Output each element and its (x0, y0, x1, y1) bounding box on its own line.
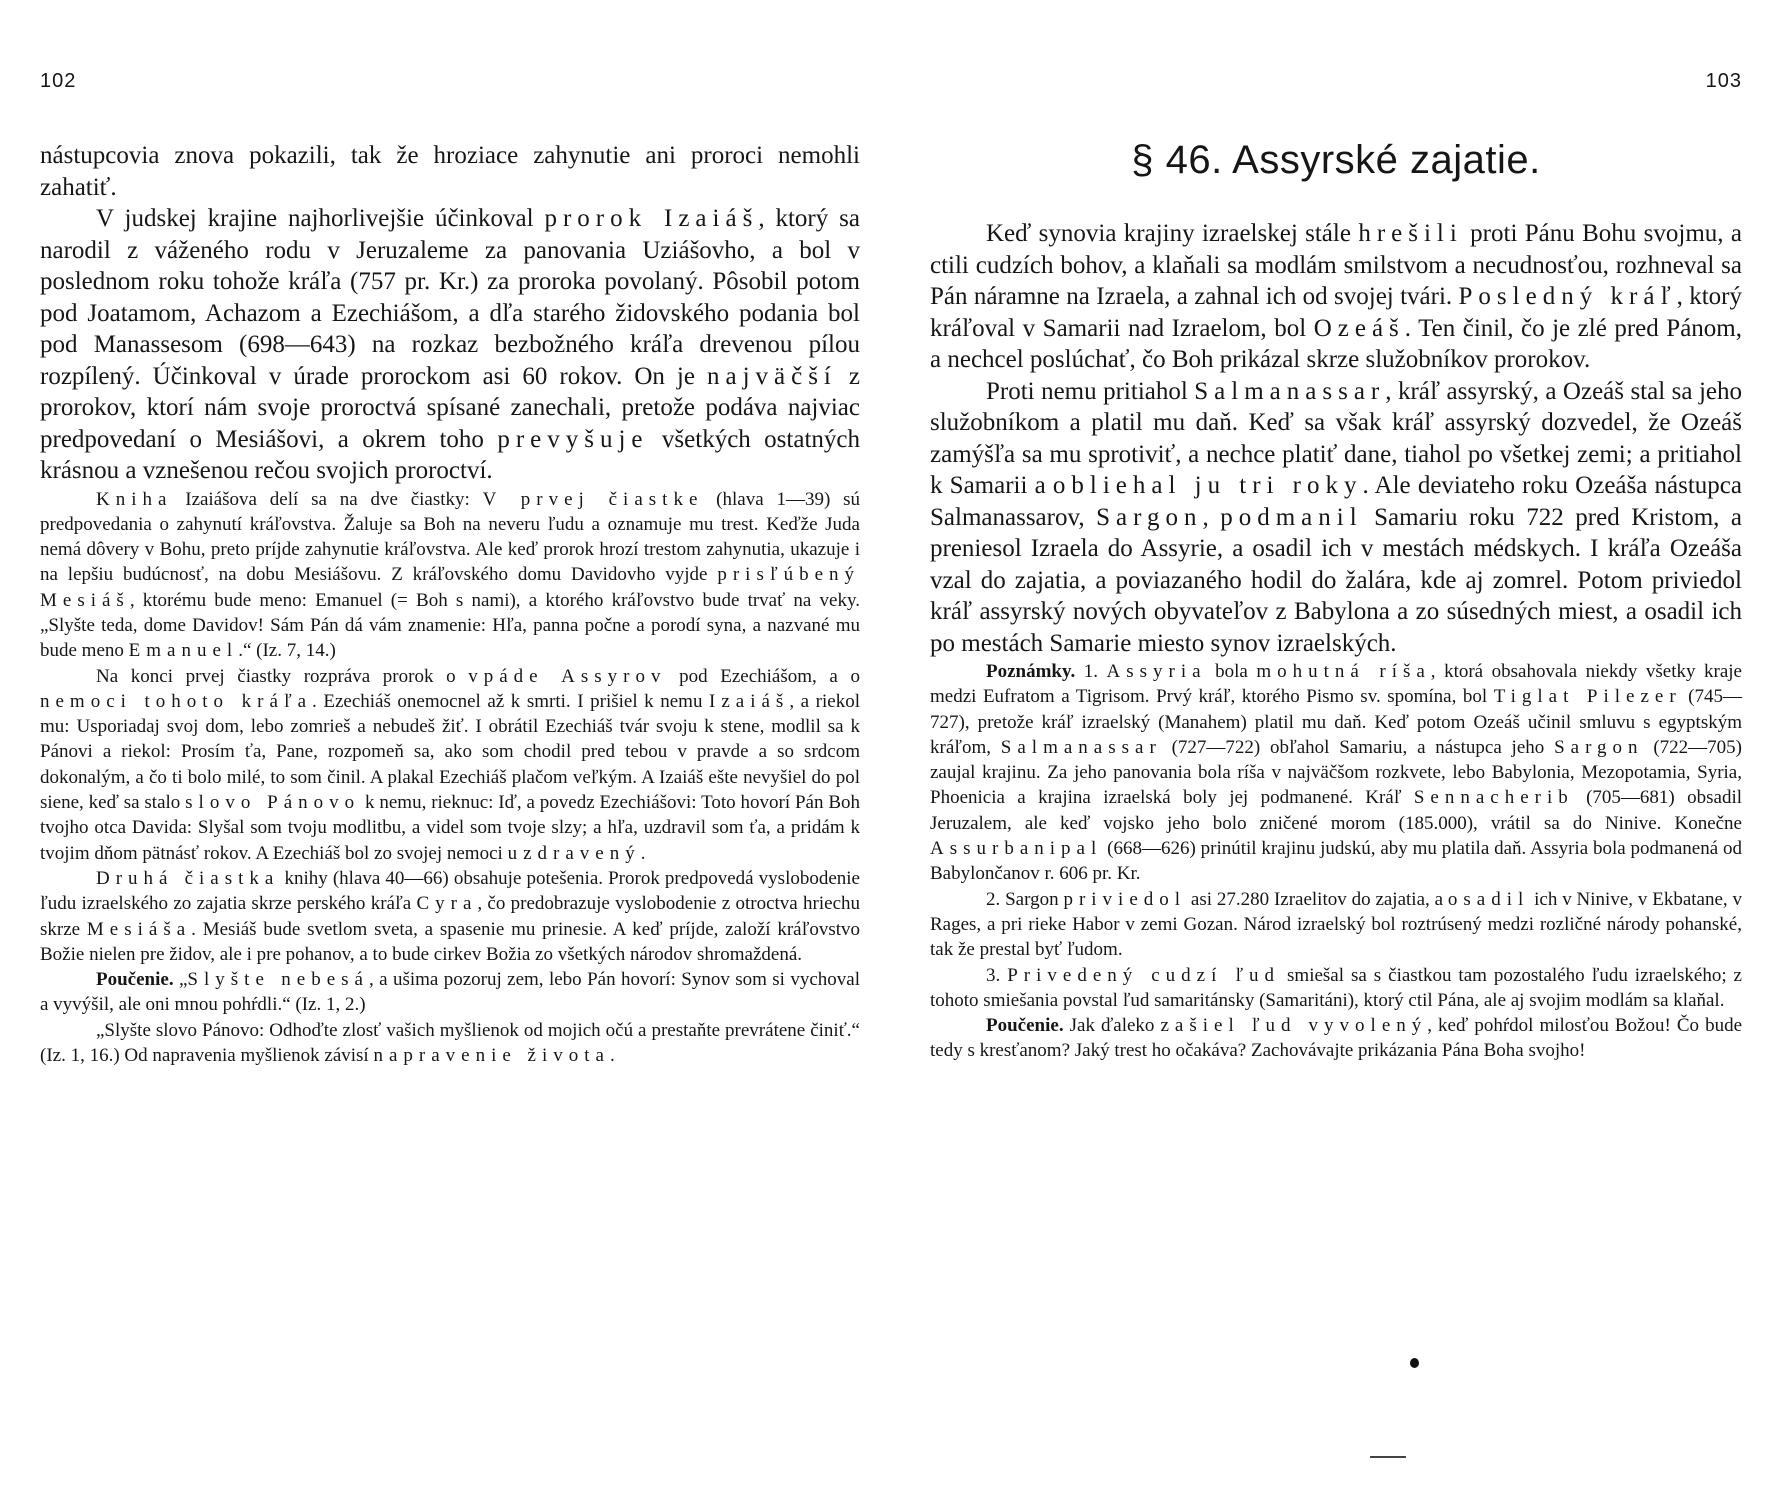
paragraph-ezechias: Na konci prvej čiastky rozpráva prorok o vpáde Assyrov pod Ezechiášom, a o nemoci tohoto kráľa. Ezechiáš onemocnel až k smrti. I prišiel k nemu Izaiáš, a riekol mu: Usporiadaj svoj dom, lebo zomrieš a nebudeš žiť. I obrátil Ezechiáš tvár svoju k stene, modlil sa k Pánovi a riekol: Prosím ťa, Pane, rozpomeň sa, ako som chodil pred tebou v pravde a so srdcom dokonalým, a čo ti bolo milé, to som činil. A plakal Ezechiáš plačom veľkým. A Izaiáš ešte nevyšiel do pol siene, keď sa stalo slovo Pánovo k nemu, rieknuc: Iď, a povedz Ezechiášovi: Toto hovorí Pán Boh tvojho otca Davida: Slyšal som tvoju modlitbu, a videl som tvoje slzy; a hľa, uzdravil som ťa, a pridám k tvojim dňom pätnásť rokov. A Ezechiáš bol zo svojej nemoci uzdravený. (40, 665, 860, 864)
paragraph-quote: „Slyšte slovo Pánovo: Odhoďte zlosť vašich myšlienok od mojich očú a prestaňte prevrátene činiť.“ (Iz. 1, 16.) Od napravenia myšlienok závisí napravenie života. (40, 1019, 860, 1067)
bottom-rule (1370, 1456, 1406, 1458)
page-number: 103 (1705, 70, 1742, 92)
page-number: 102 (40, 70, 77, 92)
paragraph-salmanassar: Proti nemu pritiahol Salmanassar, kráľ assyrský, a Ozeáš stal sa jeho služobníkom a platil mu daň. Keď sa však kráľ assyrský dozvedel, že Ozeáš zamýšľa sa mu sprotiviť, a nechce platiť dane, tiahol po všetkej zemi; a pritiahol k Samarii a obliehal ju tri roky. Ale deviateho roku Ozeáša nástupca Salmanassarov, Sargon, podmanil Samariu roku 722 pred Kristom, a preniesol Izraela do Assyrie, a osadil ich v mestách médskych. I kráľa Ozeáša vzal do zajatia, a poviazaného hodil do žalára, kde aj zomrel. Potom priviedol kráľ assyrský nových obyvateľov z Babylona a zo súsedných miest, a osadil ich po mestách Samarie miesto synov izraelských. (930, 377, 1742, 657)
left-text-column (40, 140, 860, 1068)
note-1: Poznámky. 1. Assyria bola mohutná ríša, ktorá obsahovala niekdy všetky kraje medzi Eufratom a Tigrisom. Prvý kráľ, ktorého Pismo sv. spomína, bol Tiglat Pilezer (745—727), pretože kráľ izraelský (Manahem) platil mu daň. Keď potom Ozeáš učinil smluvu s egyptským kráľom, Salmanassar (727—722) obľahol Samariu, a nástupca jeho Sargon (722—705) zaujal krajinu. Za jeho panovania bola ríša v najväčšom rozkvete, lebo Babylonia, Mezopotamia, Syria, Phoenicia a krajina izraelská boly jej podmanené. Kráľ Sennacherib (705—681) obsadil Jeruzalem, ale keď vojsko jeho bolo zničené morom (185.000), vrátil sa do Ninive. Konečne Assurbanipal (668—626) prinútil krajinu judskú, aby mu platila daň. Assyria bola podmanená od Babylončanov r. 606 pr. Kr. (930, 661, 1743, 885)
paragraph-poucenie: Poučenie. „Slyšte nebesá, a ušima pozoruj zem, lebo Pán hovorí: Synov som si vychoval a vyvýšil, ale oni mnou pohŕdli.“ (Iz. 1, 2.) (40, 969, 861, 1016)
section-heading: § 46. Assyrské zajatie. (1131, 138, 1541, 182)
paragraph-kniha: Kniha Izaiášova delí sa na dve čiastky: V prvej čiastke (hlava 1—39) sú predpovedania o zahynutí kráľovstva. Žaluje sa Boh na neveru ľudu a oznamuje mu trest. Keďže Juda nemá dôvery v Bohu, preto príjde zahynutie kráľovstva. Ale keď prorok hrozí trestom zahynutia, ukazuje i na lepšiu budúcnosť, na dobu Mesiášovu. Z kráľovského domu Davidovho vyjde prisľúbený Mesiáš, ktorému bude meno: Emanuel (= Boh s nami), a ktorého kráľovstvo bude trvať na veky. „Slyšte teda, dome Davidov! Sám Pán dá vám znamenie: Hľa, panna počne a porodí syna, a nazvané mu bude meno Emanuel.“ (Iz. 7, 14.) (40, 488, 860, 662)
paragraph-poucenie: Poučenie. Jak ďaleko zašiel ľud vyvolený, keď pohŕdol milosťou Božou! Čo bude tedy s kresťanom? Jaký trest ho očakáva? Zachovávajte prikázania Pána Boha svojho! (930, 1015, 1742, 1062)
paragraph-druha-ciastka: Druhá čiastka knihy (hlava 40—66) obsahuje potešenia. Prorok predpovedá vyslobodenie ľudu izraelského zo zajatia skrze perského kráľa Cyra, čo predobrazuje vyslobodenie z otroctva hriechu skrze Mesiáša. Mesiáš bude svetlom sveta, a spasenie mu prinesie. A keď príjde, založí kráľovstvo Božie nielen pre židov, ale i pre pohanov, a to bude cirkev Božia zo všetkých národov shromaždená. (40, 867, 861, 965)
paragraph-izaias: V judskej krajine najhorlivejšie účinkoval prorok Izaiáš, ktorý sa narodil z váženého rodu v Jeruzaleme za panovania Uziášovho, a bol v poslednom roku tohože kráľa (757 pr. Kr.) za proroka povolaný. Pôsobil potom pod Joatamom, Achazom a Ezechiášom, a dľa starého židovského podania bol pod Manassesom (698—643) na rozkaz bezbožného kráľa drevenou pílou rozpílený. Účinkoval v úrade prorockom asi 60 rokov. On je najväčší z prorokov, ktorí nám svoje proroctvá spísané zanechali, pretože podáva najviac predpovedaní o Mesiášovi, a okrem toho prevyšuje všetkých ostatných krásnou a vznešenou rečou svojich proroctví. (40, 205, 860, 484)
note-2: 2. Sargon priviedol asi 27.280 Izraelitov do zajatia, a osadil ich v Ninive, v Ekbatane, v Rages, a pri rieke Habor v zemi Gozan. Národ izraelský bol roztrúsený medzi rozličné národy pohanské, tak že prestal byť ľudom. (930, 888, 1743, 961)
right-text-column (930, 218, 1742, 1064)
paragraph: nástupcovia znova pokazili, tak že hroziace zahynutie ani proroci nemohli zahatiť. (40, 142, 860, 201)
note-3: 3. Privedený cudzí ľud smiešal sa s čiastkou tam pozostalého ľudu izraelského; z tohoto smiešania povstal ľud samaritánsky (Samaritáni), ktorý ctil Pána, ale aj svojim modlám sa klaňal. (930, 964, 1742, 1011)
paragraph-hresili: Keď synovia krajiny izraelskej stále hrešili proti Pánu Bohu svojmu, a ctili cudzích bohov, a klaňali sa modlám smilstvom a necudnosťou, rozhneval sa Pán náramne na Izraela, a zahnal ich od svojej tvári. Posledný kráľ, ktorý kráľoval v Samarii nad Izraelom, bol Ozeáš. Ten činil, čo je zlé pred Pánom, a nechcel poslúchať, čo Boh prikázal skrze služobníkov prorokov. (930, 220, 1742, 373)
ink-dot (1410, 1358, 1419, 1368)
